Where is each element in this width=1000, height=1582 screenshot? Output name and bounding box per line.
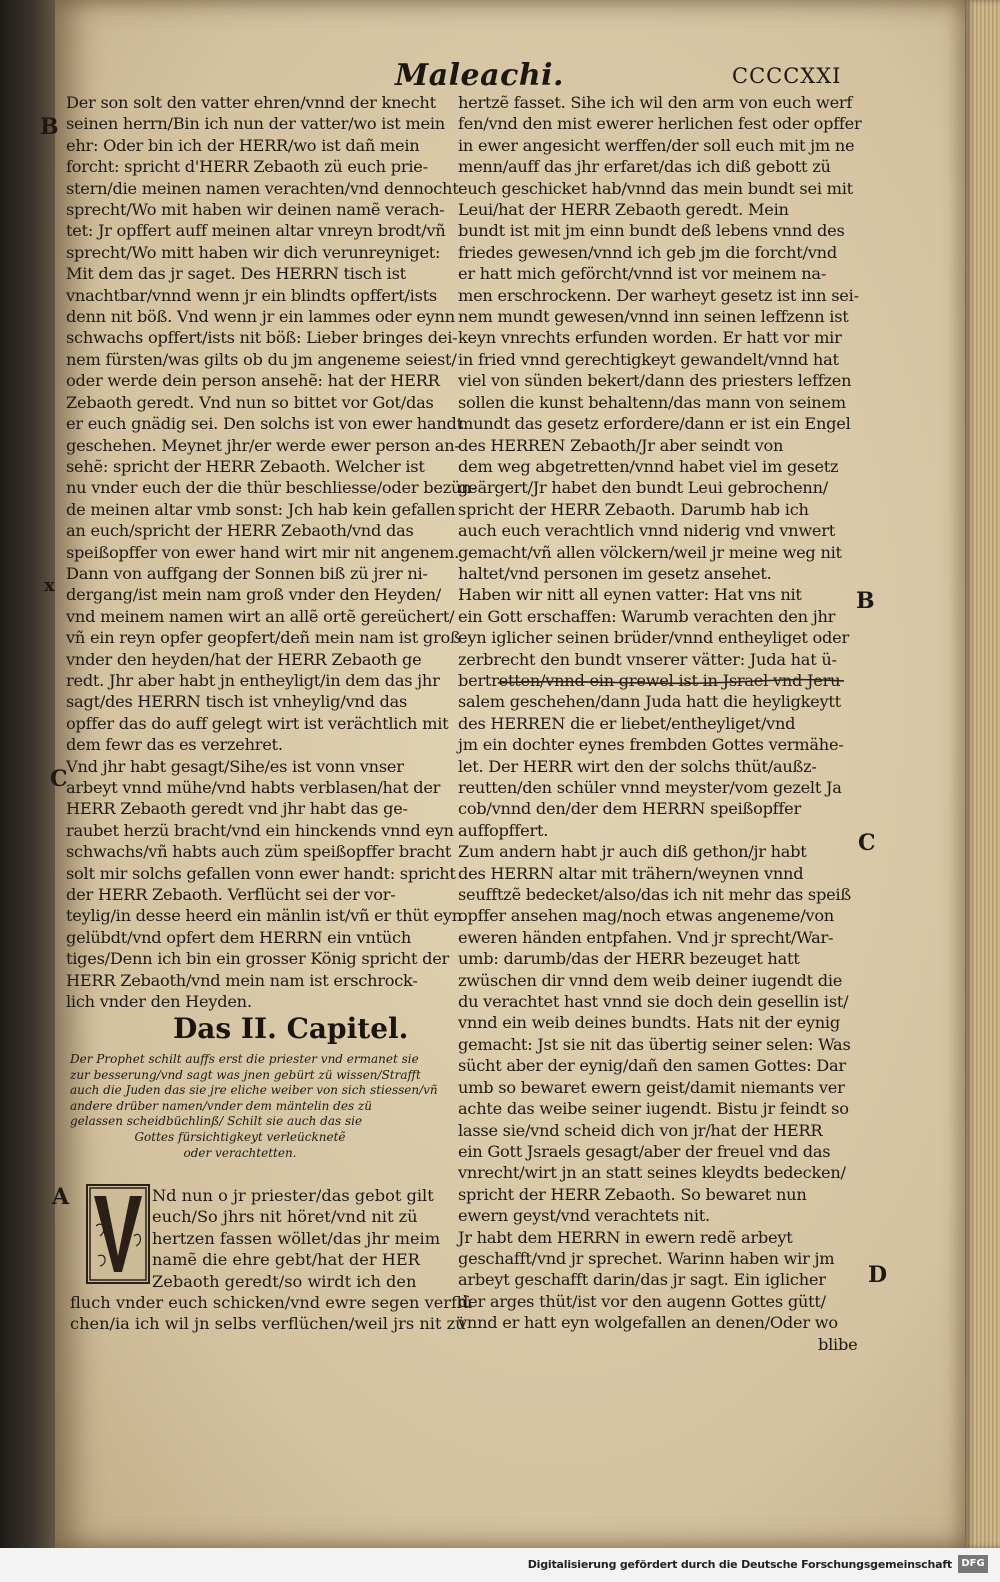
left-column-line: Der son solt den vatter ehren/vnnd der knecht	[66, 93, 436, 112]
left-column-line: schwachs opffert/ists nit böß: Lieber bringes dei-	[66, 328, 458, 348]
left-column-line: an euch/spricht der HERR Zebaoth/vnd das	[66, 521, 414, 541]
right-column-line: des HERREN die er liebet/entheyliget/vnd	[458, 713, 796, 733]
page-edges	[965, 0, 1000, 1548]
left-column-line: nem fürsten/was gilts ob du jm angeneme seiest/	[66, 349, 457, 369]
right-column-line: gemacht: Jst sie nit das übertig seiner selen: Was	[458, 1034, 851, 1054]
right-column-line: cob/vnnd den/der dem HERRN speißopffer	[458, 799, 801, 819]
left-column-line: stern/die meinen namen verachten/vnd dennocht	[66, 178, 459, 198]
decorated-initial	[86, 1184, 150, 1284]
left-column-line: solt mir solchs gefallen vonn ewer handt: spricht	[66, 863, 456, 883]
right-column-line: menn/auff das jhr erfaret/das ich diß gebott zü	[458, 157, 831, 177]
right-column-line: du verachtet hast vnnd sie doch dein gesellin ist/	[458, 992, 849, 1012]
margin-letter-c-right: C	[858, 830, 876, 856]
left-column-line: nu vnder euch der die thür beschliesse/oder bezün-	[66, 478, 477, 498]
right-column-line: er hatt mich geförcht/vnnd ist vor meinem na-	[458, 264, 827, 284]
chapter-heading: Das II. Capitel.	[173, 1012, 409, 1045]
right-column-line: dem weg abgetretten/vnnd habet viel im gesetz	[458, 456, 839, 476]
right-column-line: vnnd er hatt eyn wolgefallen an denen/Oder wo	[458, 1313, 838, 1333]
right-column-line: sücht aber der eynig/dañ den samen Gottes: Dar	[458, 1056, 846, 1076]
right-column-line: spricht der HERR Zebaoth. Darumb hab ich	[458, 499, 809, 519]
dfg-logo: DFG	[958, 1555, 988, 1573]
left-column-line: er euch gnädig sei. Den solchs ist von ewer handt	[66, 414, 463, 434]
right-column-line: umb so bewaret ewern geist/damit niemants ver	[458, 1077, 845, 1097]
left-column-line: vnd meinem namen wirt an allẽ ortẽ gereüchert/	[66, 606, 455, 626]
left-column-line: tiges/Denn ich bin ein grosser König spricht der	[66, 949, 450, 969]
margin-letter-b-left: B	[40, 114, 59, 140]
left-column-line: der HERR Zebaoth. Verflücht sei der vor-	[66, 885, 396, 905]
right-column-line: opffer ansehen mag/noch etwas angeneme/von	[458, 906, 834, 926]
left-column-line: schwachs/vñ habts auch züm speißopffer bracht	[66, 842, 452, 862]
right-column-line: ein Gott Jsraels gesagt/aber der freuel vnd das	[458, 1141, 831, 1161]
right-column-line: lasse sie/vnd scheid dich von jr/hat der HERR	[458, 1120, 823, 1140]
right-column-line: arbeyt geschafft darin/das jr sagt. Ein iglicher	[458, 1270, 826, 1290]
right-column-line: in fried vnnd gerechtigkeyt gewandelt/vnnd hat	[458, 349, 839, 369]
handwritten-underline	[496, 677, 846, 687]
chapter-body-line: hertzen fassen wöllet/das jhr meim	[152, 1228, 441, 1248]
left-column-line: sehẽ: spricht der HERR Zebaoth. Welcher ist	[66, 456, 425, 476]
right-column-line: spricht der HERR Zebaoth. So bewaret nun	[458, 1184, 807, 1204]
left-column-line: de meinen altar vmb sonst: Jch hab kein gefallen	[66, 499, 456, 519]
right-column-line: der arges thüt/ist vor den augenn Gottes gütt/	[458, 1291, 826, 1311]
left-column-line: Dann von auffgang der Sonnen biß zü jrer ni-	[66, 563, 428, 583]
summary-line: auch die Juden das sie jre eliche weiber von sich stiessen/vñ	[70, 1083, 438, 1098]
right-column-line: euch geschicket hab/vnnd das mein bundt sei mit	[458, 178, 853, 198]
left-column-line: oder werde dein person ansehẽ: hat der HERR	[66, 371, 440, 391]
left-column-line: Zebaoth geredt. Vnd nun so bittet vor Got/das	[66, 392, 434, 412]
summary-line: zur besserung/vnd sagt was jnen gebürt zü wissen/Strafft	[70, 1067, 421, 1082]
left-column-line: dergang/ist mein nam groß vnder den Heyden/	[66, 585, 441, 605]
right-column-line: eyn iglicher seinen brüder/vnnd entheyliget oder	[458, 628, 849, 648]
left-column-line: sprecht/Wo mit haben wir deinen namẽ verach-	[66, 200, 445, 220]
right-column-line: achte das weibe seiner iugendt. Bistu jr feindt so	[458, 1099, 849, 1119]
left-column-line: forcht: spricht d'HERR Zebaoth zü euch prie-	[66, 157, 428, 177]
left-column-line: arbeyt vnnd mühe/vnd habts verblasen/hat der	[66, 778, 441, 797]
right-column-line: auffopffert.	[458, 820, 549, 840]
right-column-line: eweren händen entpfahen. Vnd jr sprecht/War-	[458, 927, 834, 947]
right-column-line: ewern geyst/vnd verachtets nit.	[458, 1206, 710, 1226]
left-column-line: tet: Jr opffert auff meinen altar vnreyn brodt/vñ	[66, 221, 446, 241]
left-column-line: vnachtbar/vnnd wenn jr ein blindts opffert/ists	[66, 285, 437, 305]
summary-line: Gottes fürsichtigkeyt verleücknetẽ	[134, 1129, 346, 1144]
summary-line: gelassen scheidbüchlinß/ Schilt sie auch das sie	[70, 1114, 363, 1129]
right-column-line: blibe	[818, 1334, 858, 1354]
right-column-line: mundt das gesetz erfordere/dann er ist ein Engel	[458, 414, 851, 434]
left-column-line: Mit dem das jr saget. Des HERRN tisch ist	[66, 264, 406, 284]
right-column-line: nem mundt gewesen/vnnd inn seinen leffzenn ist	[458, 307, 849, 327]
margin-letter-a-left: A	[52, 1184, 70, 1210]
chapter-body-line: namẽ die ehre gebt/hat der HER	[152, 1250, 420, 1270]
right-column-line: bundt ist mit jm einn bundt deß lebens vnnd des	[458, 221, 845, 241]
right-column-line: des HERRN altar mit trähern/weynen vnnd	[458, 863, 804, 883]
right-column-line: sollen die kunst behaltenn/das mann von seinem	[458, 392, 846, 412]
summary-line: Der Prophet schilt auffs erst die priester vnd ermanet sie	[70, 1052, 419, 1066]
right-column-line: seufftzẽ bedecket/also/das ich nit mehr das speiß	[458, 885, 851, 905]
right-column-line: des HERREN Zebaoth/Jr aber seindt von	[458, 435, 784, 455]
left-column-line: geschehen. Meynet jhr/er werde ewer person an-	[66, 435, 460, 455]
left-column-line: teylig/in desse heerd ein mänlin ist/vñ er thüt eyn	[66, 906, 462, 926]
right-column-line: in ewer angesicht werffen/der soll euch mit jm ne	[458, 135, 855, 155]
left-column-line: lich vnder den Heyden.	[66, 992, 252, 1012]
summary-line: oder verachtetten.	[183, 1145, 297, 1160]
left-column-line: raubet herzü bracht/vnd ein hinckends vnnd eyn	[66, 820, 454, 840]
left-column-line: speißopffer von ewer hand wirt mir nit angenem.	[66, 542, 460, 562]
right-column-line: auch euch verachtlich vnnd niderig vnd vnwert	[458, 521, 836, 541]
right-column-line: gemacht/vñ allen völckern/weil jr meine weg nit	[458, 542, 842, 562]
footer-bar	[0, 1548, 1000, 1582]
running-title: Maleachi.	[395, 58, 564, 93]
right-column-line: salem geschehen/dann Juda hatt die heyligkeytt	[458, 692, 841, 712]
right-column-text	[458, 92, 862, 1355]
initial-letter: V	[118, 1242, 119, 1243]
right-column-line: vnnd ein weib deines bundts. Hats nit der eynig	[458, 1013, 840, 1033]
right-column-line: zwüschen dir vnnd dem weib deiner iugendt die	[458, 970, 843, 990]
left-column-line: opffer das do auff gelegt wirt ist verächtlich mit	[66, 713, 449, 733]
left-column-line: dem fewr das es verzehret.	[66, 735, 283, 755]
right-column-line: hertzẽ fasset. Sihe ich wil den arm von euch werf	[458, 93, 853, 112]
chapter-body-line: euch/So jhrs nit höret/vnd nit zü	[152, 1207, 418, 1227]
right-column-line: haltet/vnd personen im gesetz ansehet.	[458, 563, 772, 583]
right-column-line: jm ein dochter eynes frembden Gottes vermähe-	[458, 735, 844, 755]
margin-mark-left: x	[44, 575, 55, 596]
right-column-line: fen/vnd den mist ewerer herlichen fest oder opffer	[458, 114, 862, 134]
chapter-summary	[70, 1052, 438, 1161]
right-column-line: let. Der HERR wirt den der solchs thüt/außz-	[458, 756, 817, 776]
right-column-line: Haben wir nitt all eynen vatter: Hat vns nit	[458, 585, 802, 605]
right-column-line: vnrecht/wirt jn an statt seines kleydts bedecken/	[458, 1163, 846, 1183]
chapter-body-line: Nd nun o jr priester/das gebot gilt	[152, 1186, 434, 1205]
left-column-line: vñ ein reyn opfer geopfert/deñ mein nam ist groß	[66, 628, 461, 648]
left-column-line: denn nit böß. Vnd wenn jr ein lammes oder eynn	[66, 307, 455, 327]
left-column-line: vnder den heyden/hat der HERR Zebaoth ge	[66, 649, 422, 669]
left-column-line: HERR Zebaoth/vnd mein nam ist erschrock-	[66, 970, 418, 990]
chapter-body-indented	[70, 1185, 473, 1335]
margin-letter-b-right: B	[856, 588, 875, 614]
left-column-line: HERR Zebaoth geredt vnd jhr habt das ge-	[66, 799, 408, 819]
right-column-line: Leui/hat der HERR Zebaoth geredt. Mein	[458, 200, 789, 220]
right-column-line: bertretten/vnnd ein grewel ist in Jsrael vnd Jeru	[458, 670, 841, 690]
margin-letter-c-left: C	[50, 766, 68, 792]
left-column-line: Vnd jhr habt gesagt/Sihe/es ist vonn vnser	[66, 756, 404, 776]
footer-credit: Digitalisierung gefördert durch die Deutsche Forschungsgemeinschaft	[527, 1558, 952, 1571]
margin-letter-d-right: D	[868, 1262, 888, 1288]
left-column-line: gelübdt/vnd opfert dem HERRN ein vntüch	[66, 927, 411, 947]
right-column-line: viel von sünden bekert/dann des priesters leffzen	[458, 371, 852, 391]
initial-v-woodcut	[88, 1186, 148, 1282]
left-column-line: sagt/des HERRN tisch ist vnheylig/vnd das	[66, 692, 408, 712]
right-column-line: geschafft/vnd jr sprechet. Warinn haben wir jm	[458, 1248, 835, 1268]
left-column-line: ehr: Oder bin ich der HERR/wo ist dañ mein	[66, 135, 420, 155]
chapter-body-line: Zebaoth geredt/so wirdt ich den	[152, 1271, 417, 1291]
chapter-body-line: fluch vnder euch schicken/vnd ewre segen verflü	[70, 1293, 473, 1313]
right-column-line: geärgert/Jr habet den bundt Leui gebrochenn/	[458, 478, 828, 498]
right-column-line: keyn vnrechts erfunden worden. Er hatt vor mir	[458, 328, 842, 348]
left-column-line: seinen herrn/Bin ich nun der vatter/wo ist mein	[66, 114, 445, 134]
folio-number: CCCCXXI	[732, 64, 842, 88]
chapter-body-line: chen/ia ich wil jn selbs verflüchen/weil jrs nit zü	[70, 1314, 466, 1334]
right-column-line: men erschrockenn. Der warheyt gesetz ist inn sei-	[458, 285, 859, 305]
right-column-line: Jr habt dem HERRN in ewern redẽ arbeyt	[458, 1227, 793, 1247]
right-column-line: reutten/den schüler vnnd meyster/vom gezelt Ja	[458, 778, 842, 797]
left-column-line: sprecht/Wo mitt haben wir dich verunreyniget:	[66, 242, 441, 262]
summary-line: andere drüber namen/vnder dem mäntelin des zü	[70, 1098, 372, 1113]
right-column-line: umb: darumb/das der HERR bezeuget hatt	[458, 949, 800, 969]
right-column-line: zerbrecht den bundt vnserer vätter: Juda hat ü-	[458, 649, 837, 669]
right-column-line: friedes gewesen/vnnd ich geb jm die forcht/vnd	[458, 242, 837, 262]
right-column-line: Zum andern habt jr auch diß gethon/jr habt	[458, 842, 807, 862]
left-column-line: redt. Jhr aber habt jn entheyligt/in dem das jhr	[66, 670, 440, 690]
right-column-line: ein Gott erschaffen: Warumb verachten den jhr	[458, 606, 836, 626]
left-column-text	[66, 92, 477, 1012]
